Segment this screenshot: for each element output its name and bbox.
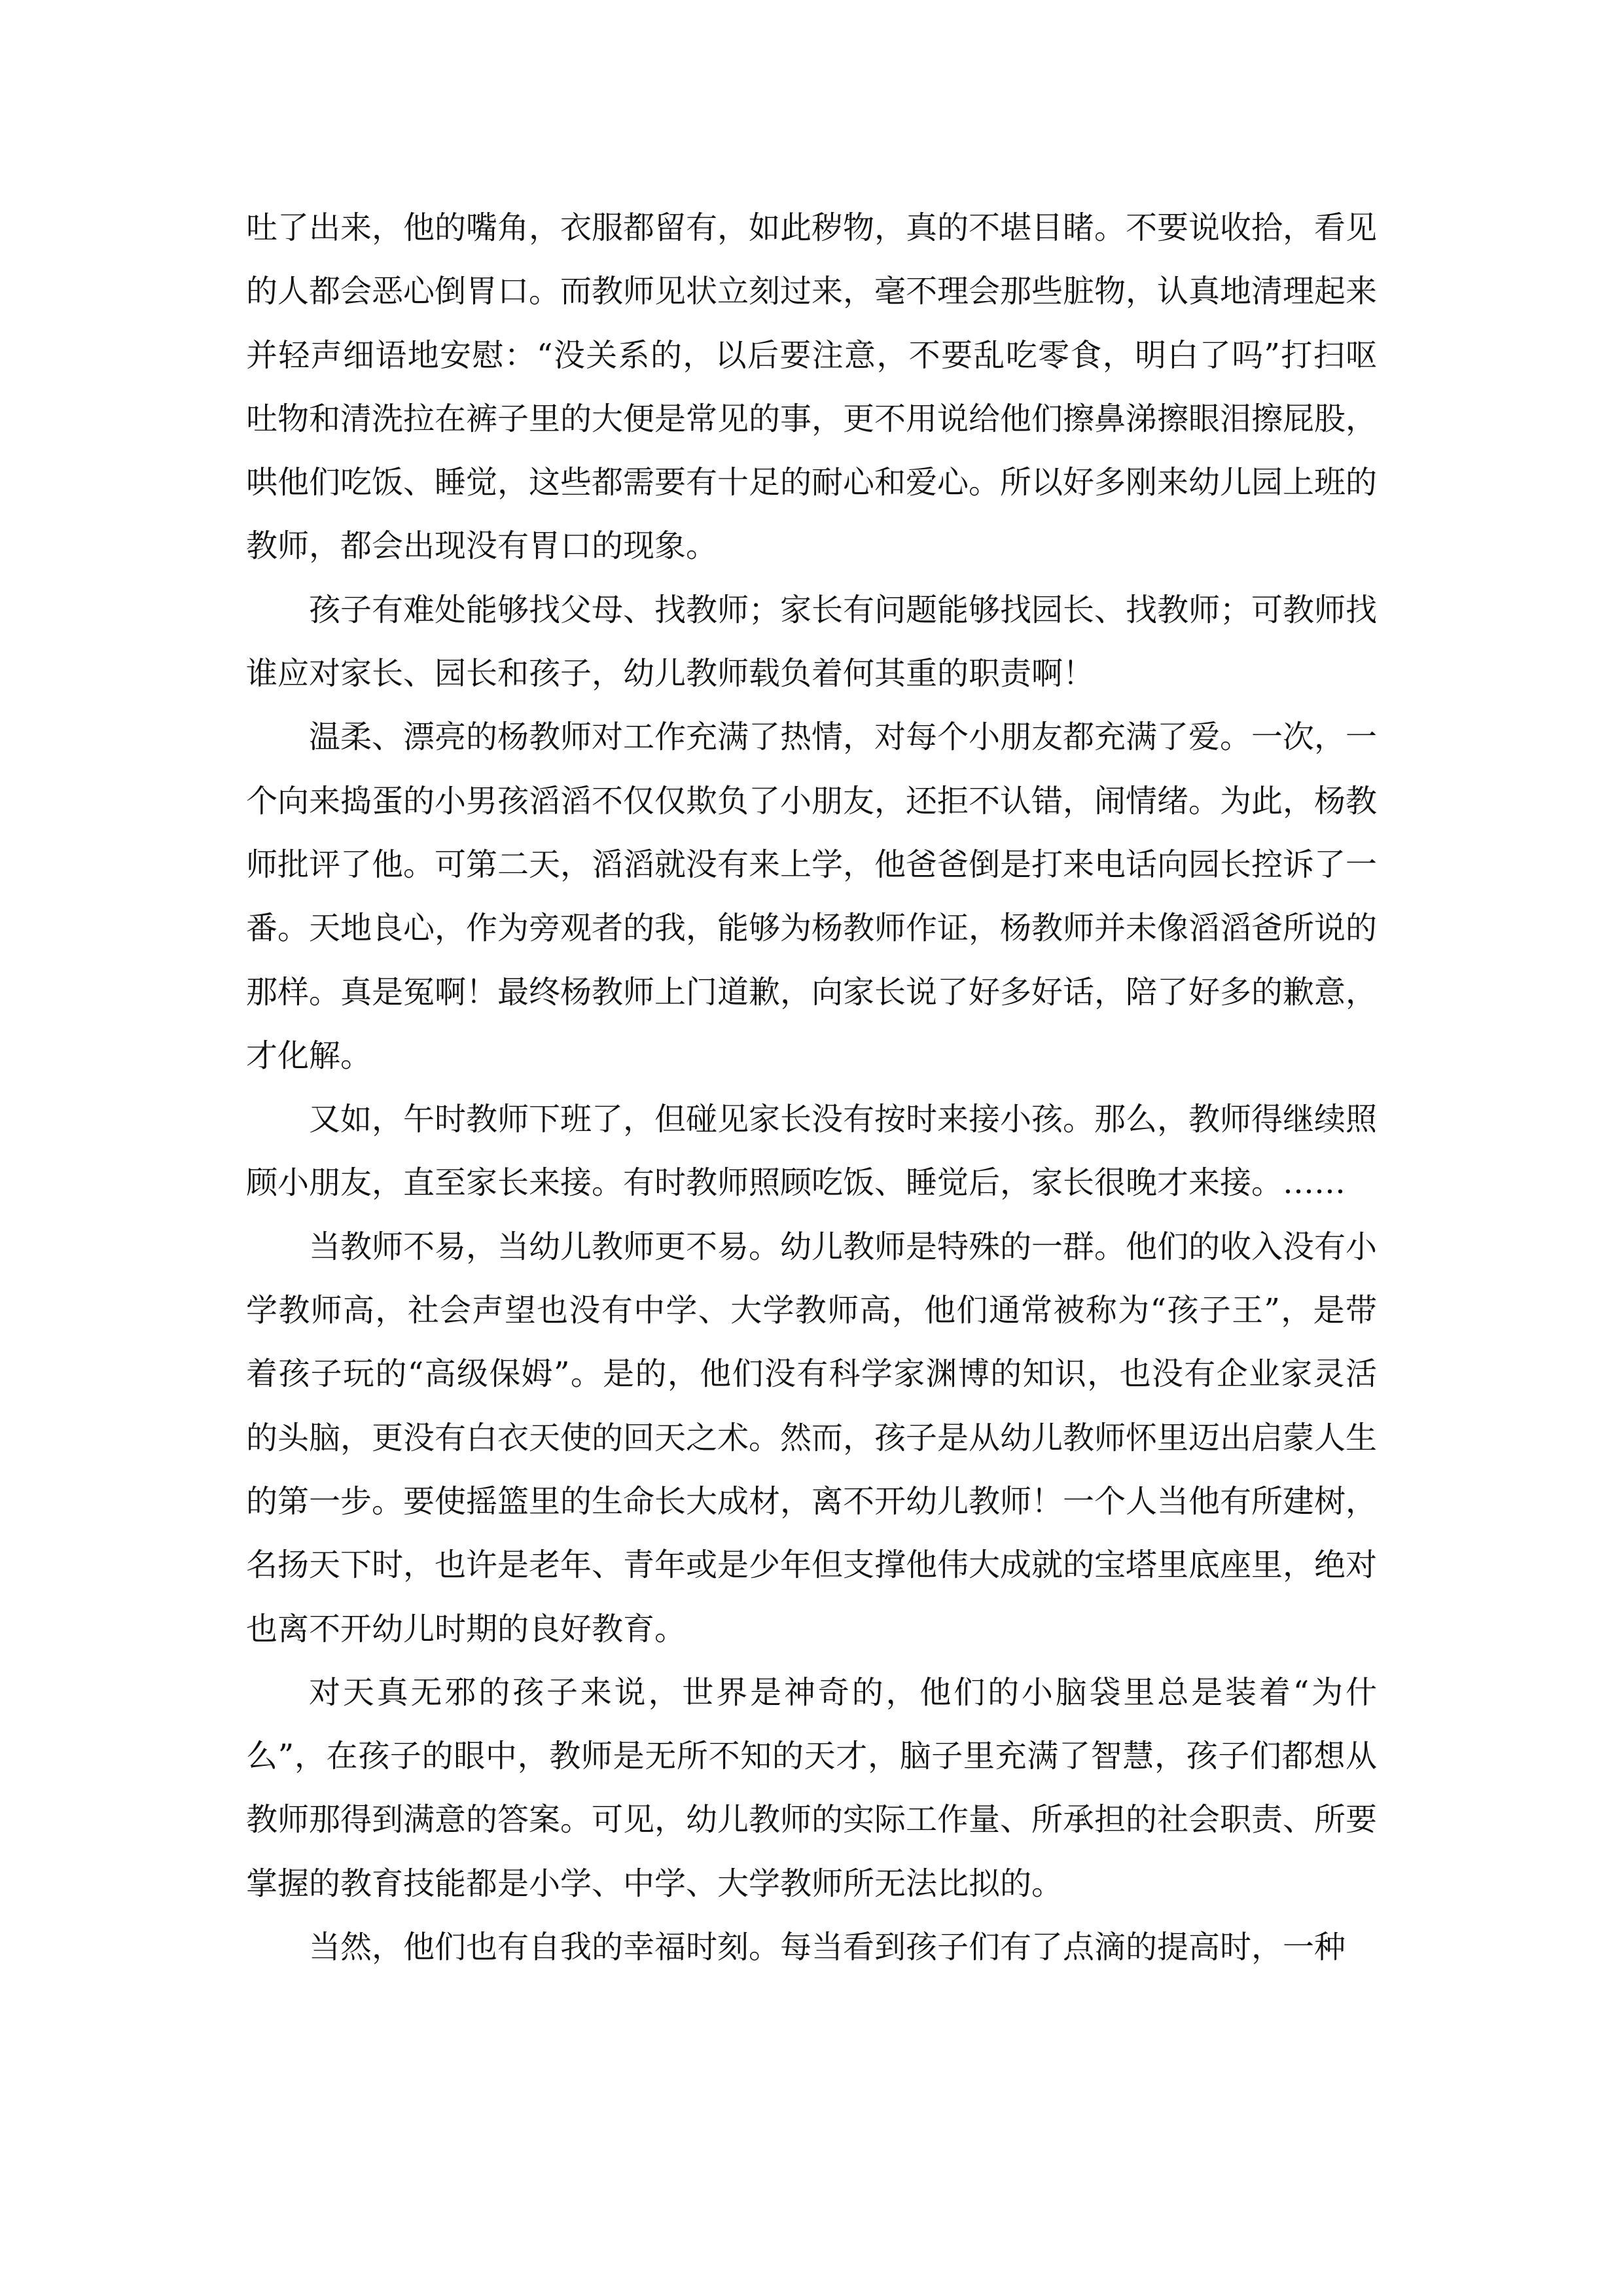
paragraph-3: 温柔、漂亮的杨教师对工作充满了热情，对每个小朋友都充满了爱。一次，一个向来捣蛋的小男孩滔滔不仅仅欺负了小朋友，还拒不认错，闹情绪。为此，杨教师批评了他。可第二天，滔滔就没有来上学，他爸爸倒是打来电话向园长控诉了一番。天地良心，作为旁观者的我，能够为杨教师作证，杨教师并未像滔滔爸所说的那样。真是冤啊！最终杨教师上门道歉，向家长说了好多好话，陪了好多的歉意，才化解。 xyxy=(246,719,1378,1074)
paragraph-4: 又如，午时教师下班了，但碰见家长没有按时来接小孩。那么，教师得继续照顾小朋友，直至家长来接。有时教师照顾吃饭、睡觉后，家长很晚才来接。…… xyxy=(246,1101,1378,1202)
paragraph-5: 当教师不易，当幼儿教师更不易。幼儿教师是特殊的一群。他们的收入没有小学教师高，社会声望也没有中学、大学教师高，他们通常被称为“孩子王”，是带着孩子玩的“高级保姆”。是的，他们没有科学家渊博的知识，也没有企业家灵活的头脑，更没有白衣天使的回天之术。然而，孩子是从幼儿教师怀里迈出启蒙人生的第一步。要使摇篮里的生命长大成材，离不开幼儿教师！一个人当他有所建树，名扬天下时，也许是老年、青年或是少年但支撑他伟大成就的宝塔里底座里，绝对也离不开幼儿时期的良好教育。 xyxy=(246,1228,1378,1647)
document-body xyxy=(246,196,1377,1979)
paragraph-2: 孩子有难处能够找父母、找教师；家长有问题能够找园长、找教师；可教师找谁应对家长、园长和孩子，幼儿教师载负着何其重的职责啊！ xyxy=(246,591,1378,692)
paragraph-7: 当然，他们也有自我的幸福时刻。每当看到孩子们有了点滴的提高时，一种 xyxy=(309,1929,1346,1966)
paragraph-1: 吐了出来，他的嘴角，衣服都留有，如此秽物，真的不堪目睹。不要说收拾，看见的人都会恶心倒胃口。而教师见状立刻过来，毫不理会那些脏物，认真地清理起来并轻声细语地安慰：“没关系的，以后要注意，不要乱吃零食，明白了吗”打扫呕吐物和清洗拉在裤子里的大便是常见的事，更不用说给他们擦鼻涕擦眼泪擦屁股，哄他们吃饭、睡觉，这些都需要有十足的耐心和爱心。所以好多刚来幼儿园上班的教师，都会出现没有胃口的现象。 xyxy=(246,209,1378,565)
paragraph-6: 对天真无邪的孩子来说，世界是神奇的，他们的小脑袋里总是装着“为什么”，在孩子的眼中，教师是无所不知的天才，脑子里充满了智慧，孩子们都想从教师那得到满意的答案。可见，幼儿教师的实际工作量、所承担的社会职责、所要掌握的教育技能都是小学、中学、大学教师所无法比拟的。 xyxy=(246,1674,1378,1902)
